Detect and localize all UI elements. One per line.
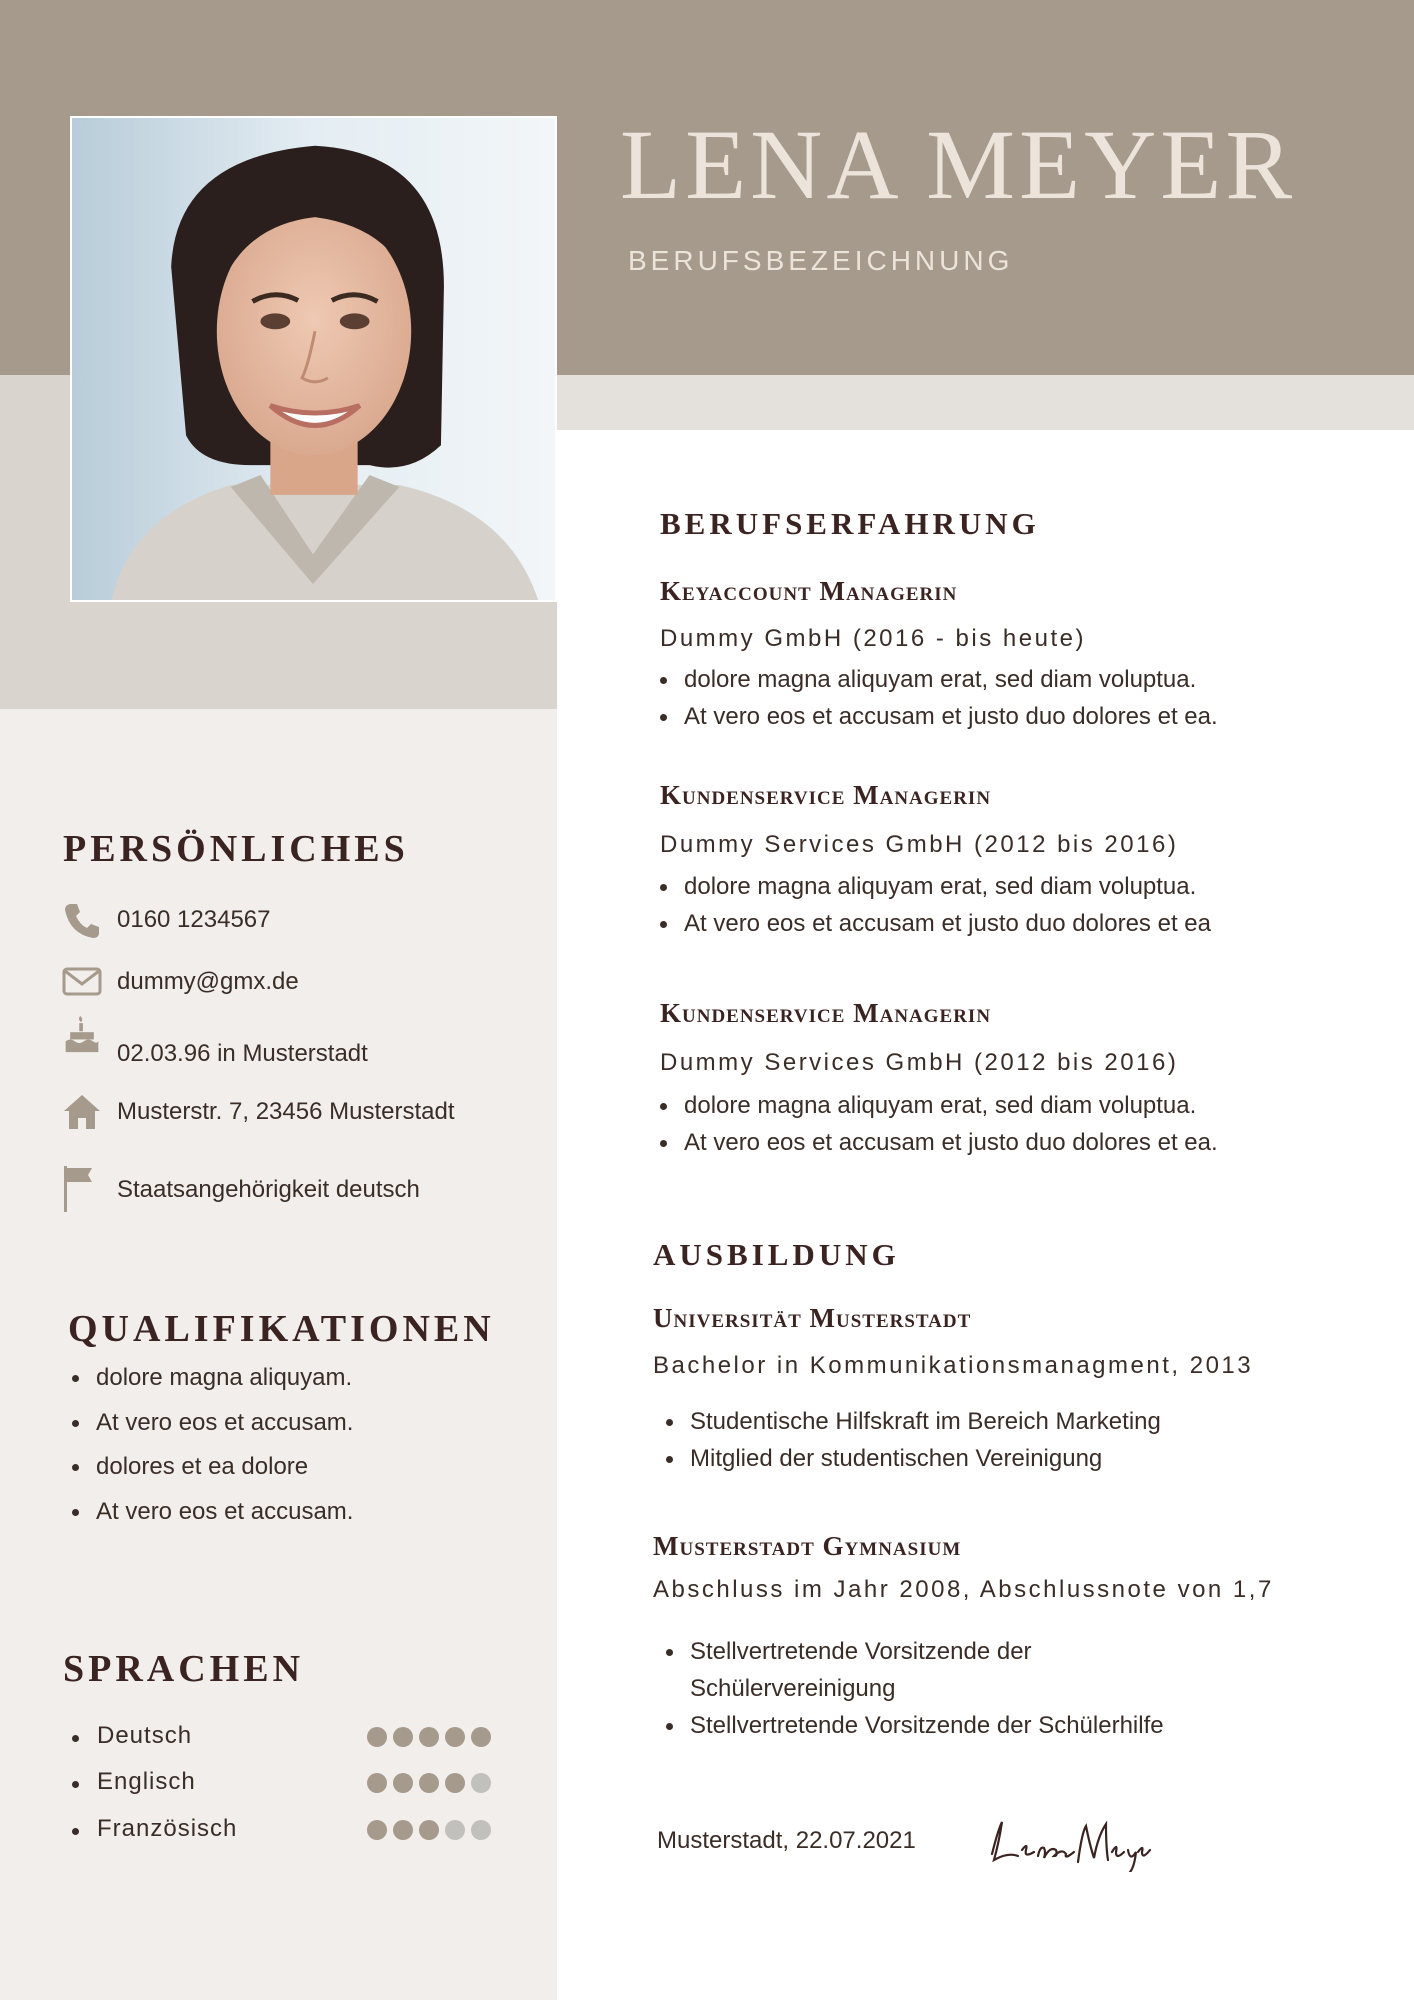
education-bullet: Stellvertretende Vorsitzende der bbox=[664, 1633, 1164, 1670]
education-bullets bbox=[664, 1633, 1164, 1744]
language-row-deutsch bbox=[62, 1718, 502, 1758]
phone-number: 0160 1234567 bbox=[117, 906, 271, 933]
level-dot-filled bbox=[471, 1727, 491, 1747]
level-dot-filled bbox=[445, 1727, 465, 1747]
level-dot-filled bbox=[367, 1820, 387, 1840]
level-dot-filled bbox=[419, 1727, 439, 1747]
experience-bullets bbox=[658, 868, 1211, 942]
phone-icon bbox=[62, 900, 102, 940]
experience-bullet: dolore magna aliquyam erat, sed diam voluptua. bbox=[658, 868, 1211, 905]
signature bbox=[982, 1812, 1152, 1872]
qualification-item: At vero eos et accusam. bbox=[70, 1401, 353, 1446]
language-level-dots bbox=[367, 1727, 491, 1747]
qualification-item: dolores et ea dolore bbox=[70, 1445, 353, 1490]
education-bullets bbox=[664, 1403, 1161, 1477]
level-dot-filled bbox=[445, 1773, 465, 1793]
education-bullet: Stellvertretende Vorsitzende der Schülerhilfe bbox=[664, 1707, 1164, 1744]
experience-company: Dummy GmbH (2016 - bis heute) bbox=[660, 625, 1086, 652]
email-address: dummy@gmx.de bbox=[117, 968, 299, 995]
education-bullet: Mitglied der studentischen Vereinigung bbox=[664, 1440, 1161, 1477]
experience-heading: BERUFSERFAHRUNG bbox=[660, 506, 1040, 541]
home-address: Musterstr. 7, 23456 Musterstadt bbox=[117, 1098, 455, 1125]
personal-birth bbox=[62, 1014, 542, 1067]
language-row-englisch bbox=[62, 1764, 502, 1804]
level-dot-filled bbox=[367, 1727, 387, 1747]
education-detail: Abschluss im Jahr 2008, Abschlussnote von 1,7 bbox=[653, 1576, 1274, 1603]
candidate-name: LENA MEYER bbox=[620, 109, 1297, 220]
experience-job-title: Kundenservice Managerin bbox=[660, 998, 992, 1028]
experience-bullet: At vero eos et accusam et justo duo dolores et ea. bbox=[658, 698, 1218, 735]
experience-bullet: At vero eos et accusam et justo duo dolores et ea bbox=[658, 905, 1211, 942]
level-dot-empty bbox=[471, 1773, 491, 1793]
experience-bullets bbox=[658, 1087, 1218, 1161]
education-bullet: Studentische Hilfskraft im Bereich Marketing bbox=[664, 1403, 1161, 1440]
education-heading: AUSBILDUNG bbox=[653, 1237, 900, 1272]
qualification-item: At vero eos et accusam. bbox=[70, 1490, 353, 1535]
level-dot-filled bbox=[367, 1773, 387, 1793]
level-dot-empty bbox=[471, 1820, 491, 1840]
nationality: Staatsangehörigkeit deutsch bbox=[117, 1176, 420, 1203]
cake-icon bbox=[62, 1014, 102, 1054]
experience-bullet: At vero eos et accusam et justo duo dolores et ea. bbox=[658, 1124, 1218, 1161]
job-title: BERUFSBEZEICHNUNG bbox=[628, 245, 1014, 276]
flag-icon bbox=[62, 1164, 102, 1214]
languages-heading: SPRACHEN bbox=[63, 1648, 305, 1690]
personal-phone bbox=[62, 900, 542, 940]
language-level-dots bbox=[367, 1773, 491, 1793]
education-institution: Musterstadt Gymnasium bbox=[653, 1531, 962, 1561]
experience-bullet: dolore magna aliquyam erat, sed diam voluptua. bbox=[658, 1087, 1218, 1124]
qualifications-list bbox=[70, 1356, 353, 1534]
personal-heading: PERSÖNLICHES bbox=[63, 828, 409, 870]
experience-company: Dummy Services GmbH (2012 bis 2016) bbox=[660, 1049, 1179, 1076]
profile-photo bbox=[70, 116, 557, 602]
birth-date-place: 02.03.96 in Musterstadt bbox=[117, 1040, 368, 1067]
experience-job-title: Keyaccount Managerin bbox=[660, 576, 958, 606]
house-icon bbox=[62, 1092, 102, 1132]
qualification-item: dolore magna aliquyam. bbox=[70, 1356, 353, 1401]
language-level-dots bbox=[367, 1820, 491, 1840]
qualifications-heading: QUALIFIKATIONEN bbox=[68, 1308, 495, 1350]
education-institution: Universität Musterstadt bbox=[653, 1303, 972, 1333]
education-bullet-continuation: Schülervereinigung bbox=[690, 1675, 896, 1702]
language-name: Englisch bbox=[62, 1768, 196, 1796]
level-dot-filled bbox=[393, 1727, 413, 1747]
personal-address bbox=[62, 1092, 542, 1132]
level-dot-filled bbox=[419, 1820, 439, 1840]
level-dot-filled bbox=[393, 1773, 413, 1793]
level-dot-filled bbox=[393, 1820, 413, 1840]
experience-bullet: dolore magna aliquyam erat, sed diam voluptua. bbox=[658, 661, 1218, 698]
place-and-date: Musterstadt, 22.07.2021 bbox=[657, 1827, 916, 1854]
experience-bullets bbox=[658, 661, 1218, 735]
personal-nationality bbox=[62, 1164, 542, 1204]
mail-icon bbox=[62, 962, 102, 1002]
personal-email bbox=[62, 962, 542, 1002]
experience-job-title: Kundenservice Managerin bbox=[660, 780, 992, 810]
level-dot-filled bbox=[419, 1773, 439, 1793]
language-row-franzoesisch bbox=[62, 1811, 502, 1851]
experience-company: Dummy Services GmbH (2012 bis 2016) bbox=[660, 831, 1179, 858]
education-detail: Bachelor in Kommunikationsmanagment, 2013 bbox=[653, 1352, 1254, 1379]
language-name: Deutsch bbox=[62, 1722, 192, 1750]
language-name: Französisch bbox=[62, 1815, 237, 1843]
level-dot-empty bbox=[445, 1820, 465, 1840]
